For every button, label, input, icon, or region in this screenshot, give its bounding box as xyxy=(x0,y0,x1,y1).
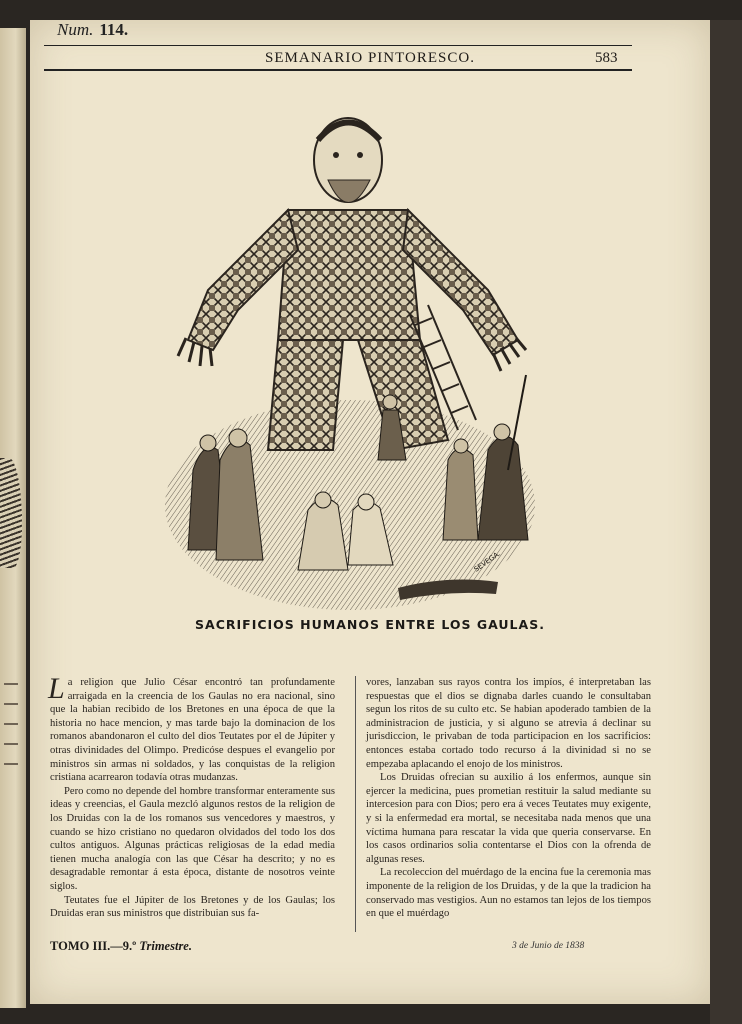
volume-label: TOMO III.—9.º Trimestre. xyxy=(50,939,192,953)
illustration-caption: SACRIFICIOS HUMANOS ENTRE LOS GAULAS. xyxy=(195,617,545,632)
paragraph: La religion que Julio César encontró tan profundamente arraigada en la creencia de los Gaulas no era nacional, sino que la habian recibido de los Bretones en una época de que la historia no hace mencion, y mas tarde bajo la dominacion de los romanos abandonaron el culto del dios Teutates por el de Júpiter y otras divinidades del Olimpo. Predicóse despues el evangelio por ministros sin armas ni soldados, y las conquistas de la religion cristiana acarrearon todavía otras mudanzas. xyxy=(48,672,335,784)
warrior-figure xyxy=(443,449,478,540)
issue-number: Num. 114. xyxy=(57,20,129,39)
article-column-left xyxy=(48,672,335,936)
paragraph: La recoleccion del muérdago de la encina fue la ceremonia mas imponente de la religion de los Druidas, y de la que la tradicion ha conservado mas vestigios. Aun no estamos tan lejos de los tiempos en que el muérdago xyxy=(366,867,651,920)
paragraph: vores, lanzaban sus rayos contra los impíos, é interpretaban las respuestas que el dios se dignaba darles cuando le consultaban segun los ritos de su culto etc. Se habian apoderado tambien de la administracion de justicia, y si alguno se atrevia á declinar su jurisdiccion, le privaban de toda participacion en los sacrificios: entonces estaba cortado todo recurso á la divinidad si no se empezaba aplacando el enojo de los ministros. xyxy=(366,677,651,770)
wicker-man-engraving xyxy=(158,110,542,620)
column-divider xyxy=(355,676,356,932)
issue-date: 3 de Junio de 1838 xyxy=(512,941,585,951)
article-column-right xyxy=(366,676,651,936)
wicker-man-left-leg xyxy=(268,340,343,450)
header-rule-bottom xyxy=(44,69,632,71)
page-number: 583 xyxy=(595,50,618,66)
scan-background xyxy=(710,20,742,1024)
drop-cap: L xyxy=(48,672,65,705)
newspaper-page xyxy=(30,20,710,1004)
header-rule-top xyxy=(44,45,632,46)
paragraph: Pero como no depende del hombre transformar enteramente sus ideas y creencias, el Gaula mezcló algunos restos de la religion de los Druidas con la de los romanos sus vencedores y maestros, y cuando se hizo cristiano no quedaron olvidados del todo los dos cultos antiguos. Algunas prácticas religiosas de la edad media tienen mucha analogía con las que César ha descrito; y no es desagradable remontar á esta época, distante de nosotros veinte siglos. xyxy=(50,785,335,892)
engraver-signature: SEVEGA. xyxy=(472,549,503,574)
publication-title: SEMANARIO PINTORESCO. xyxy=(265,50,475,66)
paragraph: Los Druidas ofrecian su auxilio á los enfermos, aunque sin ejercer la medicina, pues prometian restituir la salud mediante su intercesion para con Dios; pero era á veces Teutates muy exigente, y si la enfermedad era mortal, se necesitaba nada menos que una víctima humana para rescatar la vida que queria conservarse. En los casos ordinarios solia contentarse el Dios con la ofrenda de algunas reses. xyxy=(366,772,651,865)
adjacent-page-edge xyxy=(0,28,26,1008)
paragraph: Teutates fue el Júpiter de los Bretones y de los Gaulas; los Druidas eran sus ministros que distribuian sus fa- xyxy=(50,894,335,920)
wicker-man-body xyxy=(278,210,420,340)
